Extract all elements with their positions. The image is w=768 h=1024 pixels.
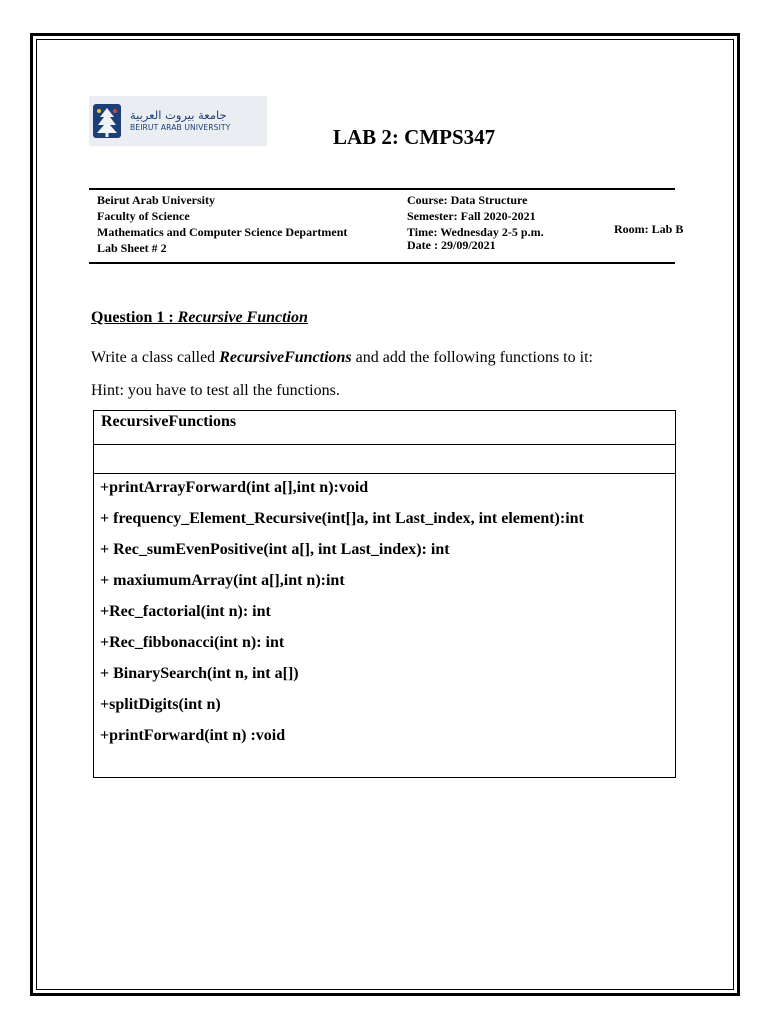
uml-method: +printArrayForward(int a[],int n):void [100, 479, 369, 496]
course-name: Course: Data Structure [407, 193, 528, 207]
page-title: LAB 2: CMPS347 [333, 125, 496, 149]
uml-method: +splitDigits(int n) [100, 696, 221, 713]
question-topic: Recursive Function [177, 309, 308, 326]
semester: Semester: Fall 2020-2021 [407, 209, 536, 223]
course-info [407, 192, 544, 253]
uml-method: + BinarySearch(int n, int a[]) [100, 665, 299, 682]
cedar-emblem-icon [92, 102, 122, 140]
class-name-emphasis: RecursiveFunctions [219, 349, 352, 366]
logo-arabic-text: جامعة بيروت العربية [130, 107, 227, 122]
lab-sheet-number: Lab Sheet # 2 [97, 241, 167, 255]
institution-info [97, 192, 347, 256]
uml-attributes-section [94, 445, 675, 474]
logo-english-text: BEIRUT ARAB UNIVERSITY [130, 123, 231, 133]
question-instruction: Write a class called RecursiveFunctions and add the following functions to it: [91, 349, 593, 366]
question-number: Question 1 : [91, 309, 178, 326]
uml-methods-section [94, 474, 675, 757]
uml-method: + maxiumumArray(int a[],int n):int [100, 572, 345, 589]
header-rule-bottom [89, 262, 675, 264]
uml-method: +Rec_fibbonacci(int n): int [100, 634, 285, 651]
uml-method: +Rec_factorial(int n): int [100, 603, 271, 620]
university-logo [89, 96, 267, 146]
lab-time: Time: Wednesday 2-5 p.m. [407, 225, 544, 239]
uml-method: +printForward(int n) :void [100, 727, 286, 744]
question-heading [91, 309, 308, 327]
question-hint: Hint: you have to test all the functions. [91, 382, 340, 399]
lab-date: Date : 29/09/2021 [407, 238, 496, 252]
uml-class-diagram [93, 410, 676, 778]
lab-room: Room: Lab B [614, 222, 684, 236]
uml-method: + Rec_sumEvenPositive(int a[], int Last_index): int [100, 541, 450, 558]
department-name: Mathematics and Computer Science Department [97, 225, 348, 239]
header-rule-top [89, 188, 675, 190]
faculty-name: Faculty of Science [97, 209, 190, 223]
uml-class-name: RecursiveFunctions [94, 411, 675, 445]
university-name: Beirut Arab University [97, 193, 215, 207]
uml-method: + frequency_Element_Recursive(int[]a, int Last_index, int element):int [100, 510, 584, 527]
